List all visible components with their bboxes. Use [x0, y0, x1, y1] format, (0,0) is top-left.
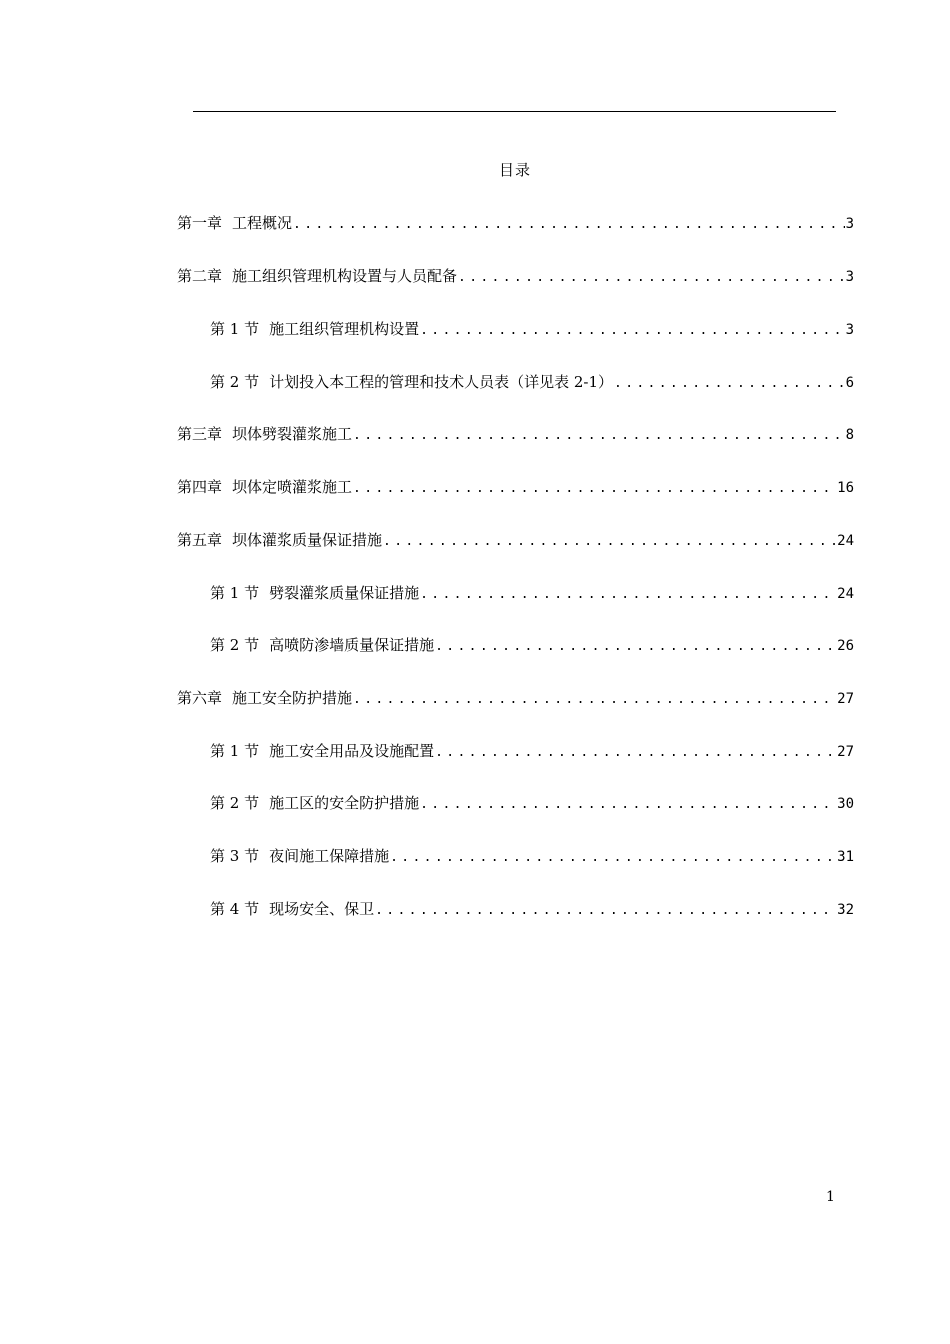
toc-entry-title: 劈裂灌浆质量保证措施 [269, 584, 420, 602]
toc-entry-number: 第 2 节 [210, 794, 260, 812]
toc-entry-page: 32 [837, 902, 854, 918]
toc-entry-number: 第一章 [177, 214, 223, 232]
toc-entry-page: 27 [837, 691, 854, 707]
toc-entry-number: 第四章 [177, 478, 223, 496]
toc-entry-title: 施工安全用品及设施配置 [269, 742, 435, 760]
toc-entry-title: 施工组织管理机构设置 [269, 320, 420, 338]
toc-entry-title: 夜间施工保障措施 [269, 847, 390, 865]
dot-leader [420, 794, 836, 816]
toc-entry-chapter-6[interactable] [177, 687, 854, 709]
toc-entry-section-2-1[interactable] [210, 318, 854, 340]
toc-entry-title: 施工区的安全防护措施 [269, 794, 420, 812]
toc-entry-chapter-1[interactable] [177, 212, 854, 234]
toc-entry-chapter-2[interactable] [177, 265, 854, 287]
toc-entry-chapter-3[interactable] [177, 423, 854, 445]
toc-entry-title: 坝体定喷灌浆施工 [232, 478, 353, 496]
toc-entry-title: 工程概况 [232, 214, 293, 232]
toc-entry-number: 第六章 [177, 689, 223, 707]
toc-entry-section-5-2[interactable] [210, 634, 854, 656]
dot-leader [435, 742, 836, 764]
toc-title: 目录 [498, 161, 531, 179]
toc-entry-page: 24 [837, 586, 854, 602]
dot-leader [420, 320, 844, 342]
toc-entry-section-6-3[interactable] [210, 845, 854, 867]
dot-leader [420, 584, 836, 606]
toc-entry-page: 27 [837, 744, 854, 760]
toc-entry-page: 3 [845, 216, 854, 232]
toc-entry-page: 31 [837, 849, 854, 865]
toc-entry-title: 坝体灌浆质量保证措施 [232, 531, 383, 549]
toc-entry-number: 第二章 [177, 267, 223, 285]
toc-entry-title: 计划投入本工程的管理和技术人员表（详见表 2-1） [269, 373, 614, 391]
dot-leader [353, 689, 836, 711]
dot-leader [458, 267, 845, 289]
toc-entry-section-5-1[interactable] [210, 582, 854, 604]
dot-leader [353, 425, 845, 447]
toc-entry-page: 8 [845, 427, 854, 443]
dot-leader [353, 478, 836, 500]
dot-leader [614, 373, 845, 395]
toc-entry-number: 第 1 节 [210, 320, 260, 338]
toc-entry-page: 6 [845, 375, 854, 391]
toc-entry-chapter-5[interactable] [177, 529, 854, 551]
toc-entry-section-6-4[interactable] [210, 898, 854, 920]
toc-entry-number: 第三章 [177, 425, 223, 443]
page-number: 1 [826, 1189, 835, 1205]
toc-entry-number: 第 4 节 [210, 900, 260, 918]
toc-entry-number: 第五章 [177, 531, 223, 549]
toc-entry-section-6-2[interactable] [210, 792, 854, 814]
toc-entry-number: 第 2 节 [210, 636, 260, 654]
toc-entry-chapter-4[interactable] [177, 476, 854, 498]
toc-entry-page: 30 [837, 796, 854, 812]
dot-leader [390, 847, 836, 869]
toc-entry-title: 坝体劈裂灌浆施工 [232, 425, 353, 443]
toc-entry-section-6-1[interactable] [210, 740, 854, 762]
toc-entry-page: 16 [837, 480, 854, 496]
toc-entry-number: 第 3 节 [210, 847, 260, 865]
dot-leader [435, 636, 836, 658]
toc-entry-title: 高喷防渗墙质量保证措施 [269, 636, 435, 654]
toc-entry-page: 3 [845, 269, 854, 285]
toc-entry-title: 施工安全防护措施 [232, 689, 353, 707]
dot-leader [293, 214, 845, 236]
toc-entry-page: 24 [837, 533, 854, 549]
toc-entry-page: 26 [837, 638, 854, 654]
toc-entry-number: 第 1 节 [210, 584, 260, 602]
dot-leader [383, 531, 836, 553]
toc-entry-number: 第 1 节 [210, 742, 260, 760]
toc-entry-title: 施工组织管理机构设置与人员配备 [232, 267, 458, 285]
toc-entry-number: 第 2 节 [210, 373, 260, 391]
toc-entry-page: 3 [845, 322, 854, 338]
dot-leader [375, 900, 836, 922]
toc-entry-section-2-2[interactable] [210, 371, 854, 393]
toc-entry-title: 现场安全、保卫 [269, 900, 375, 918]
